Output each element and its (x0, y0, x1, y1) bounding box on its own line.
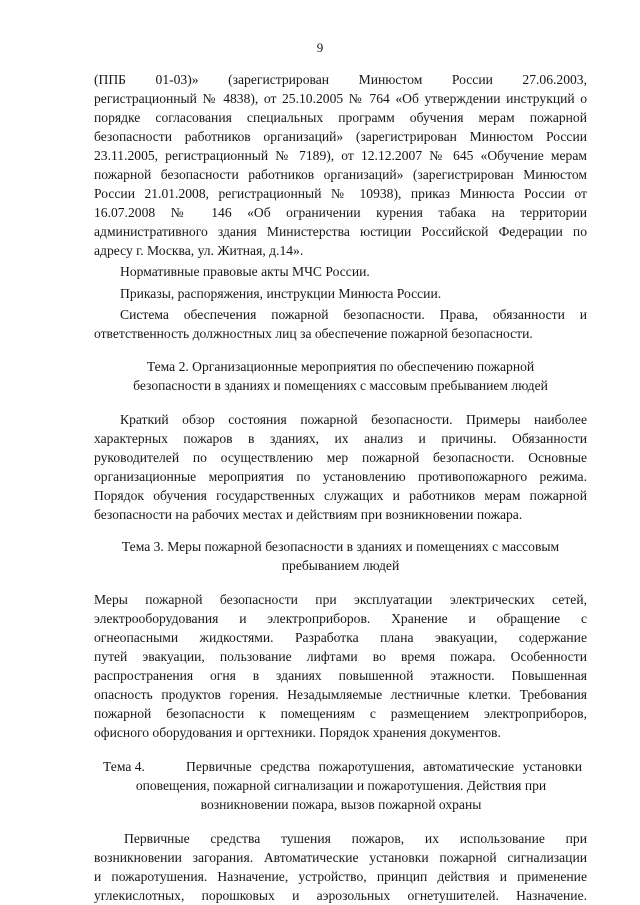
heading-line: безопасности в зданиях и помещениях с массовым пребыванием людей (133, 378, 548, 393)
text-line: путей эвакуации, пользование лифтами во время пожара. Особенности (94, 649, 587, 664)
page-number: 9 (316, 40, 324, 55)
text-line: пожарной безопасности работников организаций» (зарегистрирован Минюстом (94, 167, 587, 182)
text-line: безопасности работников организаций» (зарегистрирован Минюстом России (94, 129, 587, 144)
text-line: порядке согласования специальных программ обучения мерам пожарной (94, 110, 587, 125)
text-line: пожарной безопасности к помещениям с размещением электроприборов, (94, 706, 587, 721)
text-line: характерных пожаров в зданиях, их анализ и причины. Обязанности (94, 431, 587, 446)
text-line: России 21.01.2008, регистрационный № 10938), приказ Минюста России от (94, 186, 587, 201)
text-line: офисного оборудования и оргтехники. Порядок хранения документов. (94, 725, 501, 740)
heading-line: Тема 3. Меры пожарной безопасности в зданиях и помещениях с массовым (121, 539, 560, 554)
text-line: 23.11.2005, регистрационный № 7189), от 12.12.2007 № 645 «Обучение мерам (94, 148, 587, 163)
text-line: регистрационный № 4838), от 25.10.2005 № 764 «Об утверждении инструкций о (94, 91, 587, 106)
text-line: административного здания Министерства юстиции Российской Федерации по (94, 224, 587, 239)
text-line: Система обеспечения пожарной безопасности. Права, обязанности и (120, 307, 587, 322)
text-line: и пожаротушения. Назначение, устройство, принцип действия и применение (94, 869, 587, 884)
text-line: руководителей по осуществлению мер пожарной безопасности. Основные (94, 450, 587, 465)
heading-line: возникновении пожара, вызов пожарной охраны (200, 797, 482, 812)
text-line: (ППБ 01-03)» (зарегистрирован Минюстом России 27.06.2003, (94, 72, 587, 87)
text-line: Меры пожарной безопасности при эксплуатации электрических сетей, (94, 592, 587, 607)
text-line: опасность продуктов горения. Незадымляемые лестничные клетки. Требования (94, 687, 587, 702)
heading-line: Первичные средства пожаротушения, автоматические установки (186, 759, 582, 774)
text-line: ответственность должностных лиц за обеспечение пожарной безопасности. (94, 326, 533, 341)
text-line: электрооборудования и электроприборов. Хранение и обращение с (94, 611, 587, 626)
text-line: огнеопасными жидкостями. Разработка плана эвакуации, содержание (94, 630, 587, 645)
orders-paragraph: Приказы, распоряжения, инструкции Минюста России. (120, 286, 442, 301)
heading-line: пребыванием людей (281, 558, 400, 573)
text-line: распространения огня в зданиях повышенной этажности. Повышенная (94, 668, 587, 683)
text-line: углекислотных, порошковых и аэрозольных огнетушителей. Назначение. (94, 888, 587, 903)
text-line: адресу г. Москва, ул. Житная, д.14». (94, 243, 304, 258)
heading-line: оповещения, пожарной сигнализации и пожаротушения. Действия при (135, 778, 547, 793)
text-line: Краткий обзор состояния пожарной безопасности. Примеры наиболее (120, 412, 587, 427)
normative-acts-paragraph: Нормативные правовые акты МЧС России. (120, 264, 370, 279)
heading-line: Тема 2. Организационные мероприятия по обеспечению пожарной (146, 359, 535, 374)
text-line: Порядок обучения государственных служащих и работников мерам пожарной (94, 488, 587, 503)
text-line: возникновении загорания. Автоматические установки пожарной сигнализации (94, 850, 587, 865)
text-line: безопасности на рабочих местах и действиям при возникновении пожара. (94, 507, 523, 522)
text-line: Первичные средства тушения пожаров, их использование при (124, 831, 587, 846)
text-line: 16.07.2008 № 146 «Об ограничении курения табака на территории (94, 205, 587, 220)
heading-label: Тема 4. (103, 759, 145, 774)
text-line: организационные мероприятия по установлению противопожарного режима. (94, 469, 587, 484)
